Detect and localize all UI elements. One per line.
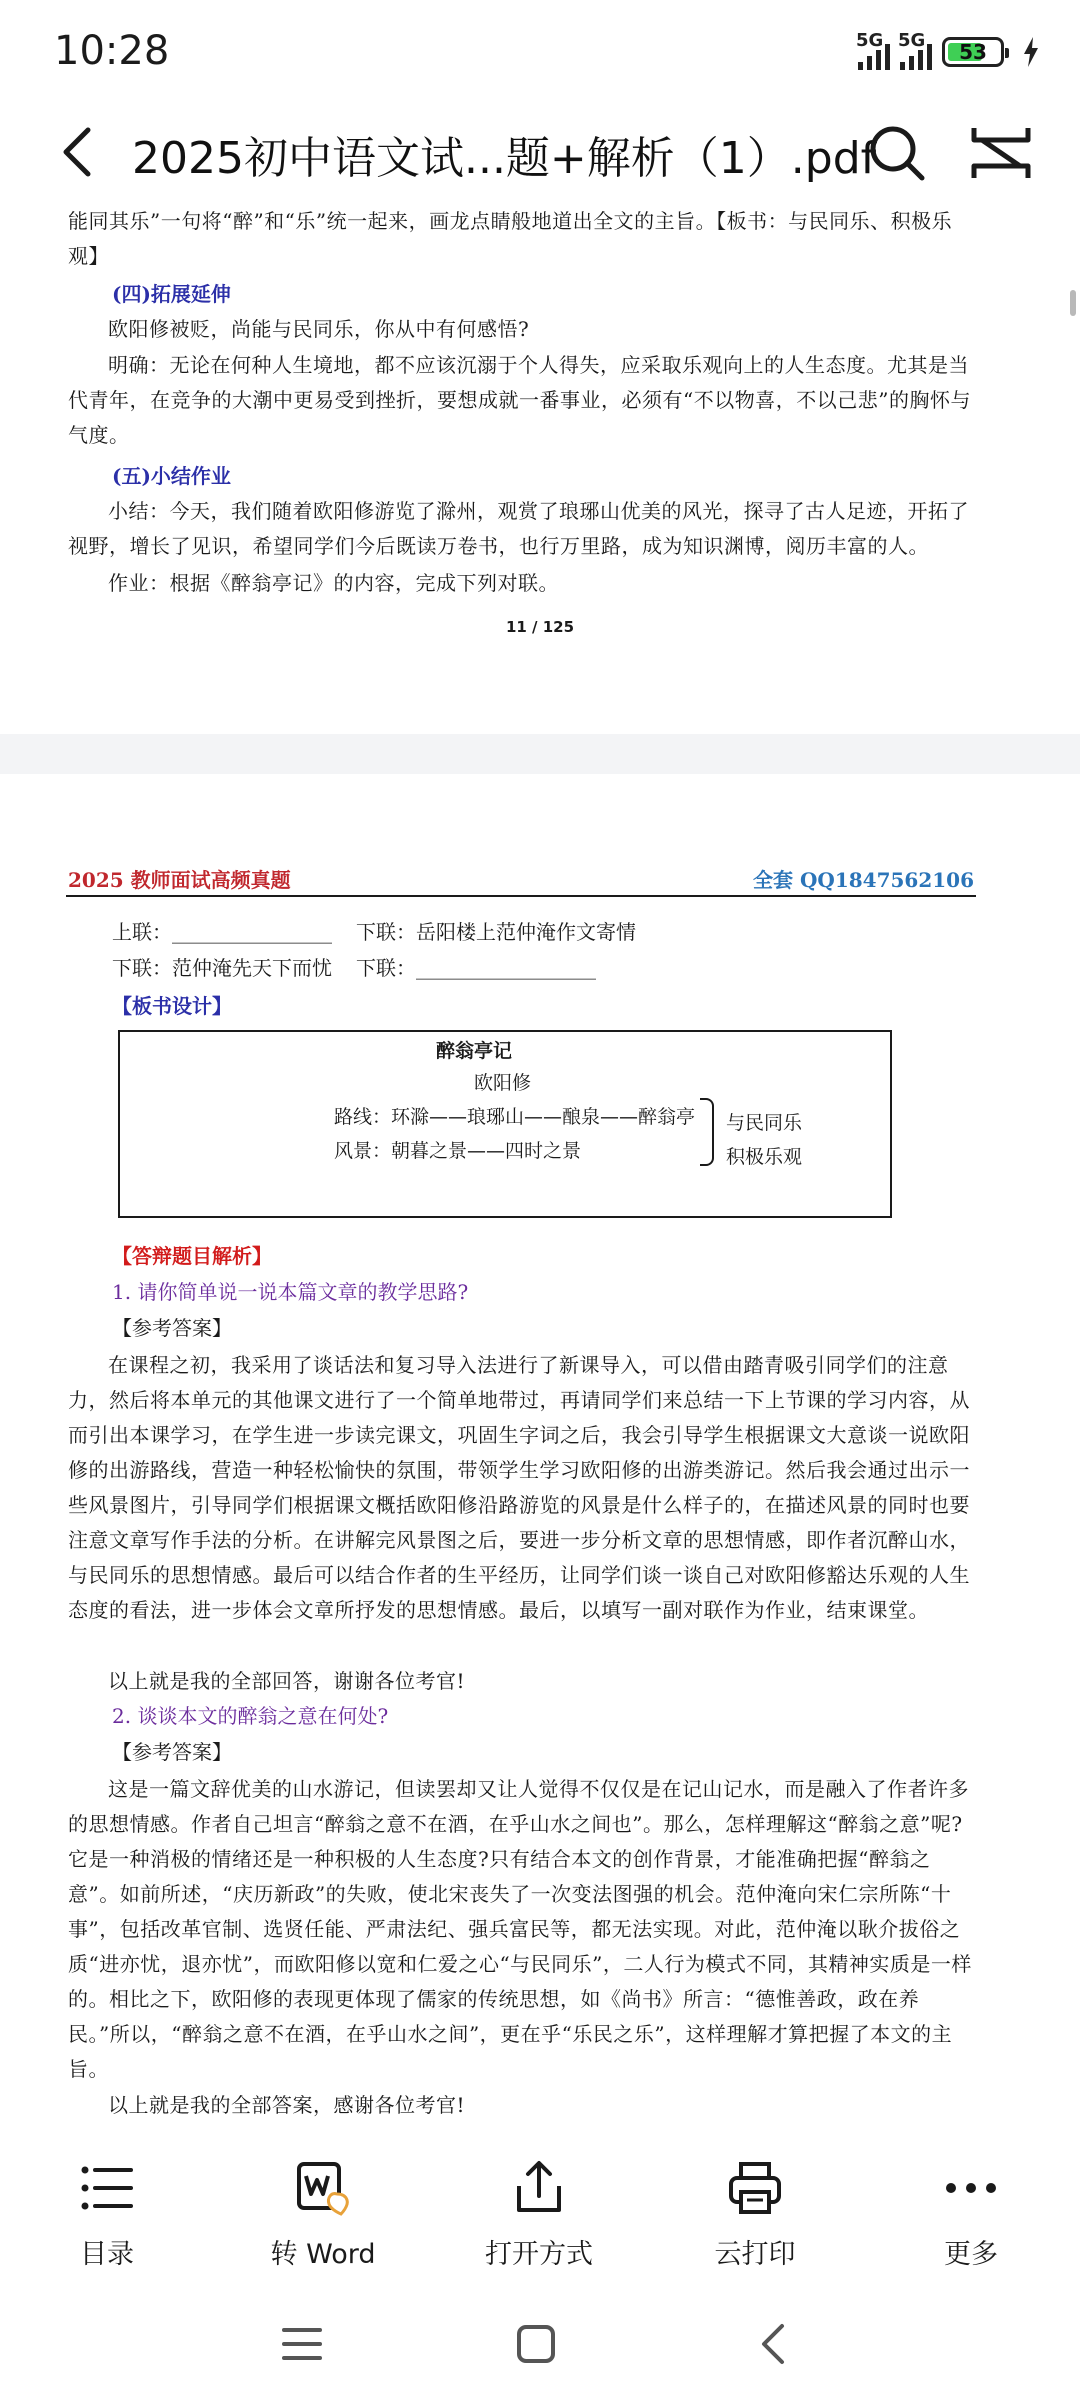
board-theme: 与民同乐 bbox=[726, 1112, 803, 1134]
convert-word-button[interactable] bbox=[248, 2158, 398, 2271]
board-design-box bbox=[118, 1030, 892, 1218]
section-heading: (五)小结作业 bbox=[112, 464, 231, 488]
more-button[interactable] bbox=[896, 2158, 1046, 2271]
reference-label: 【参考答案】 bbox=[112, 1740, 232, 1764]
board-theme: 积极乐观 bbox=[726, 1146, 803, 1168]
reference-label: 【参考答案】 bbox=[112, 1316, 232, 1340]
toolbar-label: 转 Word bbox=[270, 2239, 376, 2270]
status-bar bbox=[0, 0, 1080, 100]
open-with-button[interactable] bbox=[464, 2158, 614, 2271]
signal-icon bbox=[856, 30, 890, 70]
paragraph: 能同其乐”一句将“醉”和“乐”统一起来，画龙点睛般地道出全文的主旨。【板书：与民同乐、积极乐观】 bbox=[68, 209, 953, 268]
question-heading: 2. 谈谈本文的醉翁之意在何处? bbox=[112, 1704, 389, 1728]
page-separator bbox=[0, 734, 1080, 774]
page-number: 11 / 125 bbox=[505, 618, 575, 636]
pdf-viewer[interactable] bbox=[0, 204, 1080, 2136]
paragraph: 这是一篇文辞优美的山水游记，但读罢却又让人觉得不仅仅是在记山记水，而是融入了作者许多的思想情感。作者自己坦言“醉翁之意不在酒，在乎山水之间也”。那么，怎样理解这“醉翁之意”呢?它是一种消极的情绪还是一种积极的人生态度?只有结合本文的创作背景，才能准确把握“醉翁之意”。如前所述，“庆历新政”的失败，使北宋丧失了一次变法图强的机会。范仲淹向宋仁宗所陈“十事”，包括改革官制、选贤任能、严肃法纪、强兵富民等，都无法实现。对此，范仲淹以耿介拔俗之质“进亦忧，退亦忧”，而欧阳修以宽和仁爱之心“与民同乐”，二人行为模式不同，其精神实质是一样的。相比之下，欧阳修的表现更体现了儒家的传统思想，如《尚书》所言：“德惟善政，政在养民。”所以，“醉翁之意不在酒，在乎山水之间”，更在乎“乐民之乐”，这样理解才算把握了本文的主旨。 bbox=[68, 1777, 972, 2081]
couplet-line: 上联：________________ bbox=[112, 920, 332, 944]
charging-icon bbox=[1022, 37, 1040, 67]
section-heading: 【板书设计】 bbox=[112, 994, 232, 1018]
section-heading: 【答辩题目解析】 bbox=[112, 1244, 272, 1268]
battery-level: 53 bbox=[959, 40, 987, 64]
header-divider bbox=[66, 895, 976, 897]
paragraph: 作业：根据《醉翁亭记》的内容，完成下列对联。 bbox=[108, 571, 559, 595]
couplet-line: 下联：范仲淹先天下而忧 bbox=[112, 956, 332, 980]
paragraph: 在课程之初，我采用了谈话法和复习导入法进行了新课导入，可以借由踏青吸引同学们的注意力，然后将本单元的其他课文进行了一个简单地带过，再请同学们来总结一下上节课的学习内容，从而引出本课学习，在学生进一步读完课文，巩固生字词之后，我会引导学生根据课文大意谈一说欧阳修的出游路线，营造一种轻松愉快的氛围，带领学生学习欧阳修的出游类游记。然后我会通过出示一些风景图片，引导同学们根据课文概括欧阳修沿路游览的风景是什么样子的，在描述风景的同时也要注意文章写作手法的分析。在讲解完风景图之后，要进一步分析文章的思想情感，即作者沉醉山水，与民同乐的思想情感。最后可以结合作者的生平经历，让同学们谈一谈自己对欧阳修豁达乐观的人生态度的看法，进一步体会文章所抒发的思想情感。最后，以填写一副对联作为作业，结束课堂。 bbox=[68, 1353, 970, 1622]
home-icon[interactable] bbox=[506, 2314, 566, 2374]
read-mode-icon[interactable] bbox=[968, 122, 1034, 184]
section-heading: (四)拓展延伸 bbox=[112, 282, 231, 306]
toolbar-label: 更多 bbox=[944, 2239, 998, 2270]
board-author: 欧阳修 bbox=[474, 1072, 532, 1094]
printer-icon bbox=[725, 2158, 785, 2218]
toc-button[interactable] bbox=[32, 2158, 182, 2271]
couplet-line: 下联：岳阳楼上范仲淹作文寄情 bbox=[356, 920, 636, 944]
board-route: 路线：环滁——琅琊山——酿泉——醉翁亭 bbox=[334, 1106, 696, 1128]
status-icons bbox=[856, 30, 1040, 70]
search-icon[interactable] bbox=[866, 122, 928, 184]
scrollbar-thumb[interactable] bbox=[1070, 290, 1076, 316]
more-icon bbox=[941, 2158, 1001, 2218]
signal-label: 5G bbox=[856, 30, 884, 51]
paragraph: 明确：无论在何种人生境地，都不应该沉溺于个人得失，应采取乐观向上的人生态度。尤其是当代青年，在竞争的大潮中更易受到挫折，要想成就一番事业，必须有“不以物喜，不以己悲”的胸怀与气度。 bbox=[68, 353, 971, 447]
list-icon bbox=[77, 2158, 137, 2218]
board-title: 醉翁亭记 bbox=[436, 1040, 513, 1062]
paragraph: 以上就是我的全部回答，谢谢各位考官! bbox=[108, 1669, 466, 1693]
page-header-right: 全套 QQ1847562106 bbox=[753, 868, 974, 892]
bottom-toolbar bbox=[0, 2136, 1080, 2286]
paragraph: 以上就是我的全部答案，感谢各位考官! bbox=[108, 2093, 466, 2117]
battery-icon bbox=[942, 37, 1004, 67]
back-icon[interactable] bbox=[744, 2314, 804, 2374]
status-time: 10:28 bbox=[54, 28, 170, 74]
toolbar-label: 云打印 bbox=[714, 2239, 796, 2270]
toolbar-label: 打开方式 bbox=[485, 2239, 593, 2270]
share-icon bbox=[509, 2158, 569, 2218]
brace-icon bbox=[700, 1098, 714, 1166]
title-bar bbox=[0, 100, 1080, 204]
board-scenery: 风景：朝暮之景——四时之景 bbox=[334, 1140, 582, 1162]
back-arrow-icon[interactable] bbox=[50, 122, 110, 182]
signal-icon bbox=[898, 30, 932, 70]
cloud-print-button[interactable] bbox=[680, 2158, 830, 2271]
toolbar-label: 目录 bbox=[80, 2239, 134, 2270]
question-heading: 1. 请你简单说一说本篇文章的教学思路? bbox=[112, 1280, 469, 1304]
document-title: 2025初中语文试...题+解析（1）.pdf bbox=[132, 133, 877, 184]
page-header-left: 2025 教师面试高频真题 bbox=[68, 868, 291, 892]
couplet-line: 下联：__________________ bbox=[356, 956, 596, 980]
system-nav-bar bbox=[0, 2286, 1080, 2401]
recent-apps-icon[interactable] bbox=[272, 2314, 332, 2374]
paragraph: 小结：今天，我们随着欧阳修游览了滁州，观赏了琅琊山优美的风光，探寻了古人足迹，开拓了视野，增长了见识，希望同学们今后既读万卷书，也行万里路，成为知识渊博，阅历丰富的人。 bbox=[68, 499, 969, 558]
paragraph: 欧阳修被贬，尚能与民同乐，你从中有何感悟? bbox=[108, 317, 530, 341]
signal-label: 5G bbox=[898, 30, 926, 51]
word-convert-icon bbox=[293, 2158, 353, 2218]
